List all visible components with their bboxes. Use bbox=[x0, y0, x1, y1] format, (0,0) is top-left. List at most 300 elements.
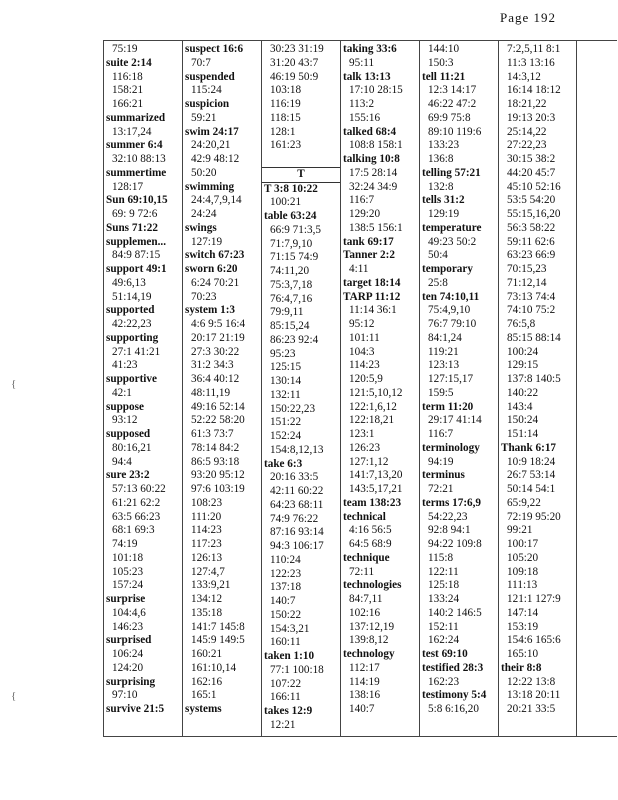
index-term: sworn 6:20 bbox=[185, 263, 238, 275]
index-reference: 75:4,9,10 bbox=[428, 304, 471, 317]
index-reference: 12:22 13:8 bbox=[507, 675, 556, 688]
index-term: team 138:23 bbox=[343, 496, 402, 509]
index-reference: 139:8,12 bbox=[349, 634, 389, 647]
index-reference: 25:14,22 bbox=[507, 125, 547, 138]
index-reference: 126:13 bbox=[191, 551, 223, 564]
index-reference: 165:10 bbox=[507, 648, 539, 660]
index-term: terminus bbox=[422, 469, 465, 482]
index-reference: 72:11 bbox=[349, 565, 375, 578]
index-reference: 150:22,23 bbox=[270, 402, 316, 415]
index-reference: 63:5 66:23 bbox=[112, 510, 161, 523]
index-reference: 71:15 74:9 bbox=[270, 251, 319, 264]
index-reference: 121:5,10,12 bbox=[349, 386, 403, 399]
index-reference: 154:3,21 bbox=[270, 622, 310, 635]
index-reference: 17:10 28:15 bbox=[349, 84, 403, 97]
index-term: surprised bbox=[106, 634, 152, 647]
index-reference: 123:1 bbox=[349, 428, 375, 440]
index-column-6 bbox=[498, 41, 577, 736]
index-column-3 bbox=[261, 41, 340, 736]
index-reference: 50:14 54:1 bbox=[507, 483, 556, 495]
index-term: their 8:8 bbox=[501, 661, 542, 674]
index-reference: 59:11 62:6 bbox=[507, 235, 555, 248]
index-reference: 80:16,21 bbox=[112, 441, 152, 454]
index-term: talk 13:13 bbox=[343, 70, 391, 83]
index-column-2 bbox=[182, 41, 261, 736]
index-reference: 29:17 41:14 bbox=[428, 414, 482, 427]
index-reference: 4:16 56:5 bbox=[349, 524, 392, 537]
index-reference: 94:22 109:8 bbox=[428, 538, 482, 550]
index-reference: 24:20,21 bbox=[191, 139, 231, 152]
index-reference: 128:1 bbox=[270, 125, 296, 138]
index-reference bbox=[262, 153, 340, 167]
index-reference: 50:20 bbox=[191, 166, 217, 179]
index-reference: 100:24 bbox=[507, 345, 539, 358]
index-reference: 27:22,23 bbox=[507, 139, 547, 152]
index-reference: 158:21 bbox=[112, 84, 144, 97]
index-term: swim 24:17 bbox=[185, 125, 239, 138]
index-term: surprise bbox=[106, 593, 146, 605]
index-reference: 94:4 bbox=[112, 455, 132, 468]
index-reference: 72:19 95:20 bbox=[507, 510, 561, 523]
index-term: target 18:14 bbox=[343, 276, 401, 289]
index-reference: 120:5,9 bbox=[349, 373, 383, 385]
index-reference: 150:3 bbox=[428, 56, 454, 69]
index-reference: 134:12 bbox=[191, 593, 223, 605]
index-reference: 103:18 bbox=[270, 84, 302, 97]
index-reference: 69:9 75:8 bbox=[428, 111, 471, 124]
index-reference: 30:23 31:19 bbox=[270, 43, 324, 55]
index-term: tells 31:2 bbox=[422, 194, 465, 207]
index-reference: 116:18 bbox=[112, 70, 143, 83]
index-reference: 94:3 106:17 bbox=[270, 540, 324, 552]
index-term: supported bbox=[106, 304, 155, 317]
index-term: Tanner 2:2 bbox=[343, 249, 395, 262]
index-reference: 122:23 bbox=[270, 567, 302, 580]
index-reference: 150:22 bbox=[270, 608, 302, 621]
index-reference: 51:14,19 bbox=[112, 290, 152, 303]
index-reference: 55:15,16,20 bbox=[507, 208, 561, 220]
index-term: testimony 5:4 bbox=[422, 689, 487, 702]
index-reference: 133:24 bbox=[428, 593, 460, 605]
index-reference: 45:10 52:16 bbox=[507, 180, 561, 193]
margin-mark: { bbox=[11, 378, 17, 390]
index-reference: 162:24 bbox=[428, 634, 460, 647]
index-reference: 44:20 45:7 bbox=[507, 166, 556, 179]
index-term: suppose bbox=[106, 400, 144, 413]
index-reference: 154:8,12,13 bbox=[270, 443, 324, 456]
index-reference: 151:22 bbox=[270, 416, 302, 429]
margin-mark: { bbox=[11, 690, 17, 702]
index-term: system 1:3 bbox=[185, 304, 236, 317]
index-reference: 160:11 bbox=[270, 636, 301, 649]
index-term: summer 6:4 bbox=[106, 139, 163, 152]
index-reference: 110:24 bbox=[270, 553, 301, 566]
index-reference: 12:21 bbox=[270, 718, 296, 731]
index-term: support 49:1 bbox=[106, 263, 167, 275]
index-reference: 144:10 bbox=[428, 43, 460, 55]
index-reference: 125:15 bbox=[270, 361, 302, 374]
index-term: tank 69:17 bbox=[343, 235, 394, 248]
index-reference: 74:9 76:22 bbox=[270, 512, 319, 525]
index-reference: 161:10,14 bbox=[191, 661, 237, 674]
index-reference: 17:5 28:14 bbox=[349, 166, 398, 179]
index-reference: 112:17 bbox=[349, 661, 380, 674]
index-reference: 20:21 33:5 bbox=[507, 703, 556, 715]
index-reference: 73:13 74:4 bbox=[507, 290, 556, 303]
index-reference: 137:8 140:5 bbox=[507, 373, 561, 385]
index-reference: 30:15 38:2 bbox=[507, 153, 556, 165]
index-reference: 74:19 bbox=[112, 538, 138, 550]
index-reference: 97:10 bbox=[112, 689, 138, 702]
index-reference: 106:24 bbox=[112, 648, 144, 660]
index-reference: 122:18,21 bbox=[349, 414, 395, 427]
index-reference: 6:24 70:21 bbox=[191, 276, 240, 289]
index-reference: 76:5,8 bbox=[507, 318, 536, 330]
index-reference: 150:24 bbox=[507, 414, 539, 427]
index-term: takes 12:9 bbox=[264, 705, 313, 717]
index-term: technologies bbox=[343, 579, 402, 592]
section-letter: T bbox=[262, 167, 340, 183]
index-reference: 101:18 bbox=[112, 551, 144, 564]
index-reference: 140:7 bbox=[270, 595, 296, 607]
index-reference: 109:18 bbox=[507, 565, 539, 578]
index-term: Suns 71:22 bbox=[106, 221, 158, 234]
index-reference: 115:24 bbox=[191, 84, 222, 97]
index-reference: 24:4,7,9,14 bbox=[191, 194, 242, 207]
index-term: T 3:8 10:22 bbox=[264, 182, 318, 195]
index-reference: 132:11 bbox=[270, 388, 301, 401]
index-reference: 137:18 bbox=[270, 581, 302, 594]
index-reference: 42:22,23 bbox=[112, 318, 152, 330]
index-reference: 64:23 68:11 bbox=[270, 498, 324, 511]
index-reference: 20:17 21:19 bbox=[191, 331, 245, 344]
index-reference: 140:2 146:5 bbox=[428, 606, 482, 619]
index-table bbox=[103, 40, 617, 737]
index-reference: 11:3 13:16 bbox=[507, 56, 555, 69]
index-reference: 78:14 84:2 bbox=[191, 441, 240, 454]
index-reference: 93:20 95:12 bbox=[191, 469, 245, 482]
index-reference: 132:8 bbox=[428, 180, 454, 193]
index-reference: 85:15,24 bbox=[270, 320, 310, 332]
index-reference: 97:6 103:19 bbox=[191, 483, 245, 495]
index-reference: 94:19 bbox=[428, 455, 454, 468]
index-reference: 100:17 bbox=[507, 538, 539, 550]
index-term: Sun 69:10,15 bbox=[106, 194, 168, 207]
index-reference: 48:11,19 bbox=[191, 386, 231, 399]
index-reference: 99:21 bbox=[507, 524, 533, 537]
index-reference: 166:11 bbox=[270, 691, 301, 704]
index-reference: 130:14 bbox=[270, 375, 302, 387]
index-reference: 100:21 bbox=[270, 196, 302, 209]
index-reference: 42:9 48:12 bbox=[191, 153, 240, 165]
index-reference: 116:19 bbox=[270, 98, 301, 110]
index-term: summertime bbox=[106, 166, 167, 179]
index-reference: 59:21 bbox=[191, 111, 217, 124]
index-reference: 133:9,21 bbox=[191, 579, 231, 592]
index-reference: 152:24 bbox=[270, 430, 302, 442]
index-reference: 86:5 93:18 bbox=[191, 455, 240, 468]
index-reference: 140:22 bbox=[507, 386, 539, 399]
index-term: technology bbox=[343, 648, 395, 660]
index-reference: 75:3,7,18 bbox=[270, 278, 313, 291]
index-reference: 161:23 bbox=[270, 139, 302, 152]
index-reference: 102:16 bbox=[349, 606, 381, 619]
index-reference: 42:11 60:22 bbox=[270, 485, 324, 497]
index-reference: 76:7 79:10 bbox=[428, 318, 477, 330]
index-reference: 66:9 71:3,5 bbox=[270, 223, 321, 236]
index-reference: 74:10 75:2 bbox=[507, 304, 556, 317]
index-reference: 20:16 33:5 bbox=[270, 471, 319, 484]
index-reference: 86:23 92:4 bbox=[270, 333, 319, 346]
index-reference: 52:22 58:20 bbox=[191, 414, 245, 427]
index-reference: 71:12,14 bbox=[507, 276, 547, 289]
index-reference: 71:7,9,10 bbox=[270, 237, 313, 250]
index-term: tell 11:21 bbox=[422, 70, 466, 83]
index-term: terminology bbox=[422, 441, 480, 454]
index-reference: 13:18 20:11 bbox=[507, 689, 561, 702]
index-term: technique bbox=[343, 551, 390, 564]
index-term: telling 57:21 bbox=[422, 166, 481, 179]
index-reference: 118:15 bbox=[270, 111, 301, 124]
index-term: switch 67:23 bbox=[185, 249, 245, 262]
index-reference: 49:16 52:14 bbox=[191, 400, 245, 413]
index-reference: 70:23 bbox=[191, 290, 217, 303]
index-reference: 84:1,24 bbox=[428, 331, 462, 344]
index-reference: 137:12,19 bbox=[349, 620, 395, 633]
index-reference: 138:16 bbox=[349, 689, 381, 702]
index-reference: 114:19 bbox=[349, 675, 380, 688]
index-reference: 4:11 bbox=[349, 263, 369, 275]
index-reference: 92:8 94:1 bbox=[428, 524, 471, 537]
index-reference: 111:20 bbox=[191, 510, 222, 523]
index-reference: 111:13 bbox=[507, 579, 538, 592]
index-reference: 153:19 bbox=[507, 620, 539, 633]
index-term: taken 1:10 bbox=[264, 650, 315, 662]
index-reference: 166:21 bbox=[112, 98, 144, 110]
index-term: supporting bbox=[106, 331, 159, 344]
index-reference: 114:23 bbox=[349, 359, 380, 372]
index-term: swimming bbox=[185, 180, 235, 193]
index-reference: 65:9,22 bbox=[507, 496, 541, 509]
index-reference: 104:4,6 bbox=[112, 606, 146, 619]
index-reference: 127:1,12 bbox=[349, 455, 389, 468]
index-reference: 31:20 43:7 bbox=[270, 56, 319, 69]
index-reference: 157:24 bbox=[112, 579, 144, 592]
index-term: supplemen... bbox=[106, 235, 166, 248]
index-reference: 13:17,24 bbox=[112, 125, 152, 138]
index-reference: 27:1 41:21 bbox=[112, 345, 161, 358]
index-reference: 117:23 bbox=[191, 538, 222, 550]
index-reference: 36:4 40:12 bbox=[191, 373, 240, 385]
index-reference: 105:23 bbox=[112, 565, 144, 578]
index-reference: 135:18 bbox=[191, 606, 223, 619]
index-reference: 24:24 bbox=[191, 208, 217, 220]
index-term: term 11:20 bbox=[422, 400, 474, 413]
index-reference: 26:7 53:14 bbox=[507, 469, 556, 482]
index-reference: 108:23 bbox=[191, 496, 223, 509]
index-reference: 141:7 145:8 bbox=[191, 620, 245, 633]
index-reference: 69: 9 72:6 bbox=[112, 208, 158, 220]
index-reference: 53:5 54:20 bbox=[507, 194, 556, 207]
index-reference: 79:9,11 bbox=[270, 306, 304, 319]
index-reference: 70:7 bbox=[191, 56, 211, 69]
index-reference: 145:9 149:5 bbox=[191, 634, 245, 647]
index-reference: 141:7,13,20 bbox=[349, 469, 403, 482]
index-term: suspect 16:6 bbox=[185, 43, 244, 55]
index-reference: 54:22,23 bbox=[428, 510, 468, 523]
page-number: Page 192 bbox=[500, 10, 557, 25]
index-reference: 57:13 60:22 bbox=[112, 483, 166, 495]
index-reference: 4:6 9:5 16:4 bbox=[191, 318, 246, 330]
index-reference: 104:3 bbox=[349, 345, 375, 358]
index-term: summarized bbox=[106, 111, 166, 124]
index-reference: 101:11 bbox=[349, 331, 380, 344]
index-reference: 129:19 bbox=[428, 208, 460, 220]
index-reference: 7:2,5,11 8:1 bbox=[507, 43, 561, 55]
index-reference: 127:4,7 bbox=[191, 565, 225, 578]
index-reference: 160:21 bbox=[191, 648, 223, 660]
index-reference: 25:8 bbox=[428, 276, 448, 289]
index-reference: 155:16 bbox=[349, 111, 381, 124]
index-column-4 bbox=[340, 41, 419, 736]
index-reference: 61:3 73:7 bbox=[191, 428, 234, 440]
index-reference: 133:23 bbox=[428, 139, 460, 152]
index-reference: 115:8 bbox=[428, 551, 454, 564]
index-reference: 12:3 14:17 bbox=[428, 84, 477, 97]
index-reference: 95:23 bbox=[270, 347, 296, 360]
index-term: Thank 6:17 bbox=[501, 441, 557, 454]
index-reference: 50:4 bbox=[428, 249, 448, 262]
index-term: suite 2:14 bbox=[106, 56, 152, 69]
index-term: temporary bbox=[422, 263, 473, 275]
index-reference: 32:24 34:9 bbox=[349, 180, 398, 193]
index-term: table 63:24 bbox=[264, 210, 317, 222]
index-reference: 116:7 bbox=[349, 194, 375, 207]
index-column-5 bbox=[419, 41, 498, 736]
index-reference: 107:22 bbox=[270, 677, 302, 690]
index-reference: 46:22 47:2 bbox=[428, 98, 477, 110]
index-term: systems bbox=[185, 703, 222, 715]
index-reference: 122:11 bbox=[428, 565, 459, 578]
index-reference: 114:23 bbox=[191, 524, 222, 537]
index-reference: 16:14 18:12 bbox=[507, 84, 561, 97]
index-reference: 61:21 62:2 bbox=[112, 496, 161, 509]
index-reference: 10:9 18:24 bbox=[507, 455, 556, 468]
index-reference: 74:11,20 bbox=[270, 265, 310, 277]
index-term: sure 23:2 bbox=[106, 469, 150, 482]
index-reference: 162:23 bbox=[428, 675, 460, 688]
index-reference: 19:13 20:3 bbox=[507, 111, 556, 124]
index-reference: 127:15,17 bbox=[428, 373, 474, 385]
index-reference: 75:19 bbox=[112, 43, 138, 55]
index-reference: 124:20 bbox=[112, 661, 144, 674]
index-reference: 68:1 69:3 bbox=[112, 524, 155, 537]
index-reference: 154:6 165:6 bbox=[507, 634, 561, 647]
index-reference: 49:6,13 bbox=[112, 276, 146, 289]
index-reference: 95:12 bbox=[349, 318, 375, 330]
index-reference: 136:8 bbox=[428, 153, 454, 165]
index-reference: 128:17 bbox=[112, 180, 144, 193]
index-reference: 140:7 bbox=[349, 703, 375, 715]
index-term: surprising bbox=[106, 675, 156, 688]
index-column-1 bbox=[103, 41, 182, 736]
index-reference: 138:5 156:1 bbox=[349, 221, 403, 234]
index-term: taking 33:6 bbox=[343, 43, 397, 55]
index-reference: 84:7,11 bbox=[349, 593, 383, 605]
index-term: suspicion bbox=[185, 98, 230, 110]
index-reference: 76:4,7,16 bbox=[270, 292, 313, 305]
index-term: TARP 11:12 bbox=[343, 290, 401, 303]
index-term: suspended bbox=[185, 70, 235, 83]
index-reference: 143:4 bbox=[507, 400, 533, 413]
index-reference: 89:10 119:6 bbox=[428, 125, 482, 138]
index-reference: 108:8 158:1 bbox=[349, 139, 403, 152]
index-term: swings bbox=[185, 221, 217, 234]
index-term: supposed bbox=[106, 428, 151, 440]
index-reference: 70:15,23 bbox=[507, 263, 547, 275]
index-reference: 162:16 bbox=[191, 675, 223, 688]
index-reference: 11:14 36:1 bbox=[349, 304, 397, 317]
index-reference: 5:8 6:16,20 bbox=[428, 703, 479, 715]
index-reference: 41:23 bbox=[112, 359, 138, 372]
index-term: take 6:3 bbox=[264, 457, 303, 470]
index-reference: 14:3,12 bbox=[507, 70, 541, 83]
index-term: temperature bbox=[422, 221, 482, 234]
index-reference: 127:19 bbox=[191, 235, 223, 248]
index-reference: 165:1 bbox=[191, 689, 217, 702]
index-reference: 147:14 bbox=[507, 606, 539, 619]
index-reference: 146:23 bbox=[112, 620, 144, 633]
index-reference: 125:18 bbox=[428, 579, 460, 592]
index-reference: 64:5 68:9 bbox=[349, 538, 392, 550]
index-term: test 69:10 bbox=[422, 648, 468, 660]
index-reference: 27:3 30:22 bbox=[191, 345, 240, 358]
index-reference: 72:21 bbox=[428, 483, 454, 495]
index-term: talked 68:4 bbox=[343, 125, 397, 138]
index-reference: 121:1 127:9 bbox=[507, 593, 561, 605]
index-reference: 42:1 bbox=[112, 386, 132, 399]
index-reference: 129:20 bbox=[349, 208, 381, 220]
index-reference: 126:23 bbox=[349, 441, 381, 454]
index-reference: 85:15 88:14 bbox=[507, 331, 561, 344]
index-reference: 56:3 58:22 bbox=[507, 221, 556, 234]
index-reference: 129:15 bbox=[507, 359, 539, 372]
index-reference: 84:9 87:15 bbox=[112, 249, 161, 262]
index-reference: 32:10 88:13 bbox=[112, 153, 166, 165]
index-reference: 49:23 50:2 bbox=[428, 235, 477, 248]
index-term: supportive bbox=[106, 373, 157, 385]
index-reference: 113:2 bbox=[349, 98, 375, 110]
index-reference: 87:16 93:14 bbox=[270, 526, 324, 539]
index-reference: 95:11 bbox=[349, 56, 375, 69]
index-reference: 46:19 50:9 bbox=[270, 70, 319, 83]
index-reference: 119:21 bbox=[428, 345, 459, 358]
index-reference: 122:1,6,12 bbox=[349, 400, 397, 413]
index-reference: 93:12 bbox=[112, 414, 138, 427]
index-reference: 143:5,17,21 bbox=[349, 483, 403, 495]
index-reference: 77:1 100:18 bbox=[270, 663, 324, 676]
index-term: technical bbox=[343, 510, 386, 523]
index-reference: 152:11 bbox=[428, 620, 459, 633]
index-term: talking 10:8 bbox=[343, 153, 400, 165]
index-term: survive 21:5 bbox=[106, 703, 165, 715]
index-term: terms 17:6,9 bbox=[422, 496, 482, 509]
index-reference: 18:21,22 bbox=[507, 98, 547, 110]
index-reference: 116:7 bbox=[428, 428, 454, 440]
index-reference: 105:20 bbox=[507, 551, 539, 564]
index-reference: 151:14 bbox=[507, 428, 539, 440]
index-reference: 63:23 66:9 bbox=[507, 249, 556, 262]
